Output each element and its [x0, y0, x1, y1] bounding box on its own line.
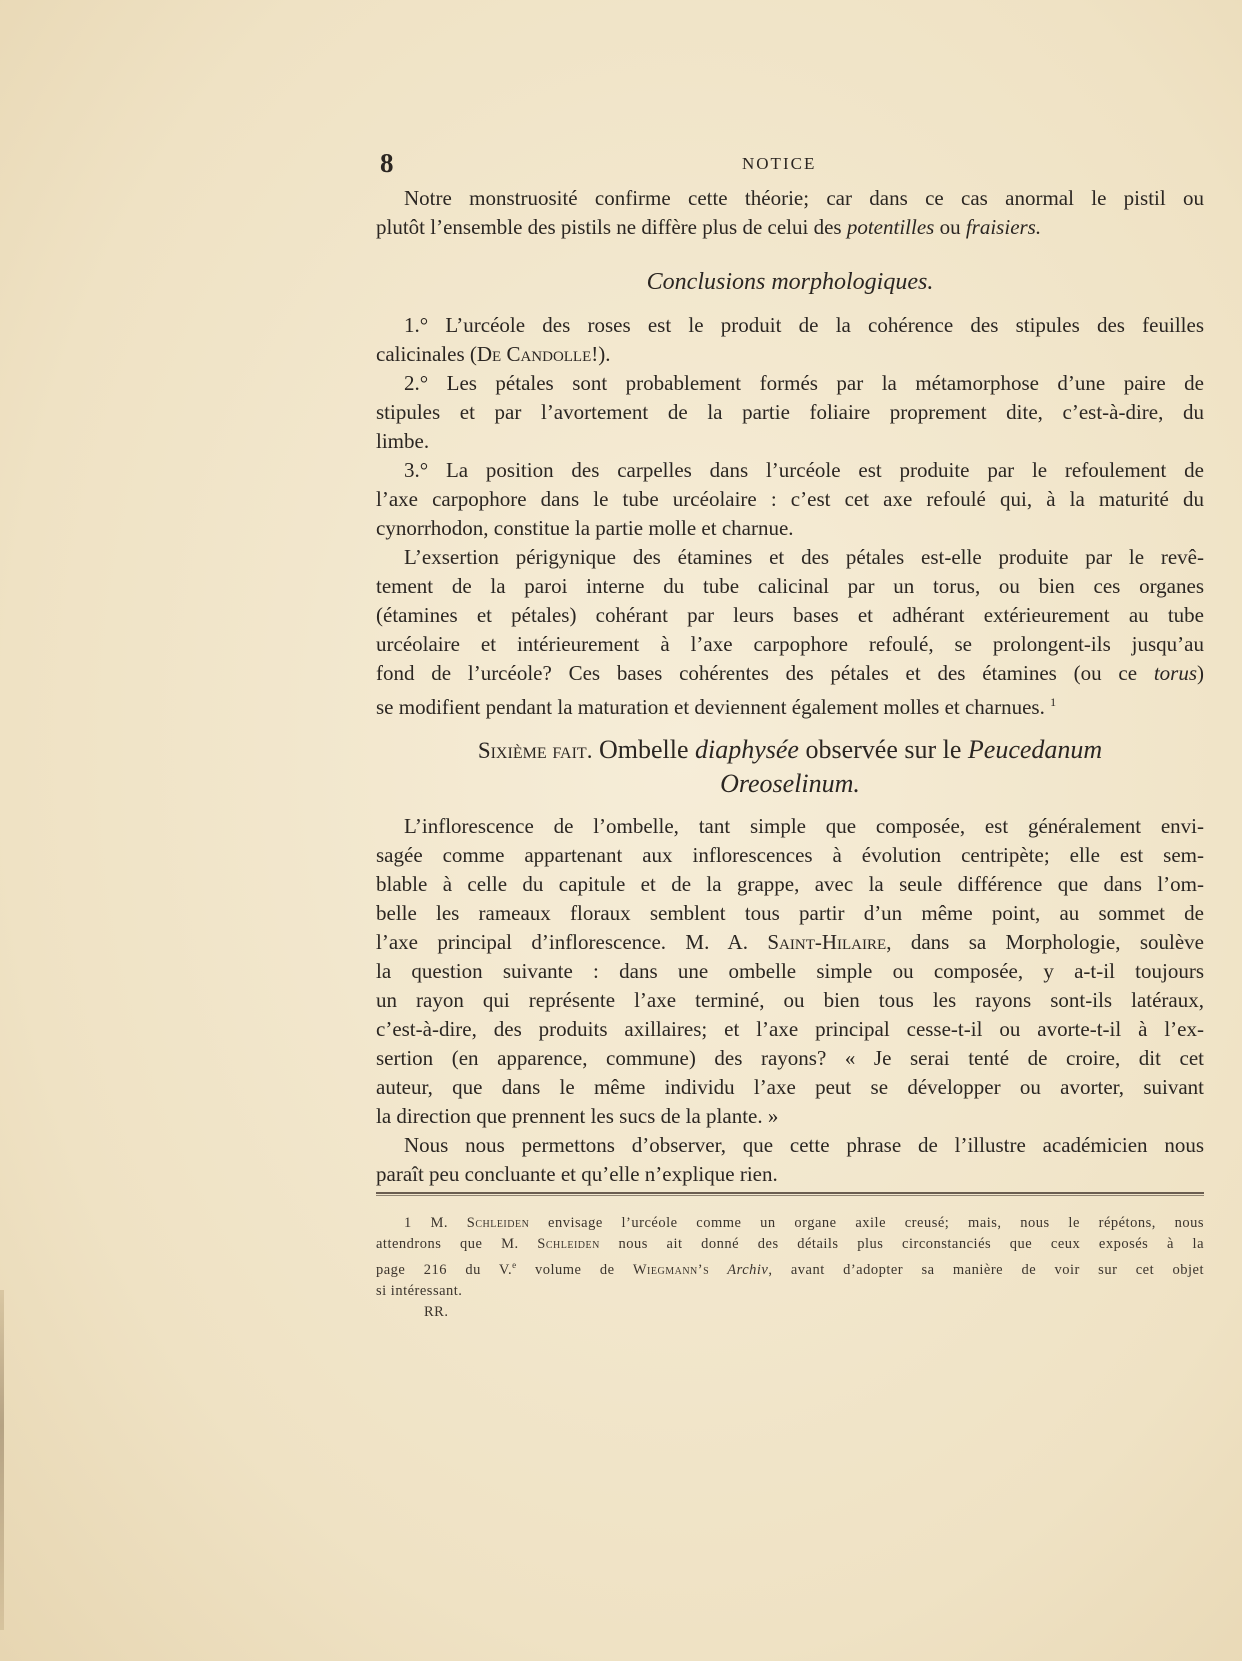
text-line: sertion (en apparence, commune) des rayons? « Je serai tenté de croire, dit cet: [376, 1046, 1204, 1070]
paragraph-exsertion-line: L’exsertion périgynique des étamines et des pétales est-elle produite par le revê-: [404, 545, 1204, 569]
page-header: [380, 148, 830, 178]
text-line: un rayon qui représente l’axe terminé, ou bien tous les rayons sont-ils latéraux,: [376, 988, 1204, 1012]
text-line: sagée comme appartenant aux inflorescences à évolution centripète; elle est sem-: [376, 843, 1204, 867]
footnote-line: si intéressant.: [376, 1282, 463, 1299]
italic-term: fraisiers.: [965, 215, 1042, 239]
text-run: envisage l’urcéole comme un organe axile creusé; mais, nous le répétons, nous: [529, 1215, 1204, 1231]
text-line: [376, 928, 1204, 957]
section-heading-sixth-fact: [376, 733, 1204, 800]
author-name: Schleiden: [537, 1236, 600, 1252]
footnote: [376, 1213, 1204, 1323]
paragraph-umbel: [376, 812, 1204, 1189]
text-run: observée sur le: [798, 735, 968, 764]
text-line: auteur, que dans le même individu l’axe peut se développer ou avorter, suivant: [376, 1075, 1204, 1099]
conclusion-3-line: 3.° La position des carpelles dans l’urcéole est produite par le refoulement de: [404, 458, 1204, 482]
running-title: NOTICE: [742, 154, 817, 173]
text-run: plutôt l’ensemble des pistils ne diffère plus de celui des: [376, 215, 847, 239]
text-run: nous ait donné des détails plus circonstanciés que ceux exposés à la: [599, 1236, 1204, 1252]
author-name: De Candolle: [476, 342, 592, 366]
text-run: , dans sa Morphologie, soulève: [886, 930, 1204, 954]
text-run: se modifient pendant la maturation et deviennent également molles et charnues.: [376, 695, 1045, 719]
conclusion-2-line: stipules et par l’avortement de la partie foliaire proprement dite, c’est-à-dire, du: [376, 400, 1204, 424]
footnote-line: [376, 1255, 1204, 1281]
author-name: Wiegmann’s: [632, 1261, 710, 1278]
text-line: la question suivante : dans une ombelle simple ou composée, y a-t-il toujours: [376, 959, 1204, 983]
conclusion-2-line: limbe.: [376, 429, 430, 453]
italic-term: Archiv: [709, 1261, 769, 1278]
text-line: Notre monstruosité confirme cette théorie; car dans ce cas anormal le pistil ou: [404, 186, 1204, 210]
paragraph-exsertion-line: [376, 659, 1204, 688]
text-run: Ombelle: [592, 735, 695, 764]
author-name: Schleiden: [466, 1215, 530, 1231]
paragraph-intro: [376, 184, 1204, 242]
text-run: volume de: [516, 1261, 633, 1278]
conclusions-list: [376, 311, 1204, 722]
page-number: 8: [380, 148, 394, 178]
footnote-divider: [376, 1192, 1204, 1194]
superscript: e: [512, 1260, 517, 1270]
text-line: L’inflorescence de l’ombelle, tant simple que composée, est généralement envi-: [404, 814, 1204, 838]
italic-term: potentilles: [846, 215, 935, 239]
text-run: 1 M.: [404, 1215, 467, 1231]
section-heading-conclusions: Conclusions morphologiques.: [646, 269, 934, 295]
paragraph-exsertion-line: tement de la paroi interne du tube calicinal par un torus, ou bien ces organes: [376, 574, 1204, 598]
text-run: calicinales (: [376, 342, 477, 366]
text-line: c’est-à-dire, des produits axillaires; et l’axe principal cesse-t-il ou avorte-t-il à l’ex-: [376, 1017, 1204, 1041]
text-line: la direction que prennent les sucs de la plante. »: [376, 1104, 779, 1128]
text-run: page 216 du V.: [376, 1261, 513, 1278]
footnote-signature: RR.: [424, 1303, 449, 1320]
conclusion-3-line: l’axe carpophore dans le tube urcéolaire : c’est cet axe refoulé qui, à la maturité du: [376, 487, 1204, 511]
author-name: Saint-Hilaire: [767, 930, 887, 954]
text-run: !).: [591, 342, 611, 366]
paragraph-exsertion-line: urcéolaire et intérieurement à l’axe carpophore refoulé, se prolongent-ils jusqu’au: [376, 632, 1204, 656]
text-run: l’axe principal d’inflorescence. M. A.: [376, 930, 768, 954]
text-line: blable à celle du capitule et de la grappe, avec la seule différence que dans l’om-: [376, 872, 1204, 896]
paragraph-exsertion-line: [376, 688, 1204, 722]
heading-line: Oreoselinum.: [720, 769, 860, 798]
heading-label: Sixième fait.: [477, 738, 593, 763]
text-run: fond de l’urcéole? Ces bases cohérentes des pétales et des étamines (ou ce: [376, 661, 1154, 685]
footnote-line: [376, 1213, 1204, 1234]
text-run: ): [1197, 661, 1204, 685]
conclusion-1-line: 1.° L’urcéole des roses est le produit de la cohérence des stipules des feuilles: [404, 313, 1204, 337]
text-run: attendrons que M.: [376, 1236, 538, 1252]
conclusion-2-line: 2.° Les pétales sont probablement formés par la métamorphose d’une paire de: [404, 371, 1204, 395]
page-edge-shadow: [0, 1290, 4, 1630]
italic-term: diaphysée: [695, 735, 799, 764]
paragraph-exsertion-line: (étamines et pétales) cohérant par leurs bases et adhérant extérieurement au tube: [376, 603, 1204, 627]
text-line: paraît peu concluante et qu’elle n’explique rien.: [376, 1162, 778, 1186]
conclusion-1-line: [376, 340, 1204, 369]
heading-line: [376, 733, 1204, 767]
text-run: ou: [934, 215, 966, 239]
conclusion-3-line: cynorrhodon, constitue la partie molle et charnue.: [376, 516, 794, 540]
footnote-line: [376, 1234, 1204, 1255]
italic-term: Peucedanum: [967, 735, 1103, 764]
italic-term: torus: [1153, 661, 1197, 685]
footnote-reference[interactable]: 1: [1050, 695, 1057, 709]
footnote-divider: [376, 1195, 1204, 1196]
text-run: , avant d’adopter sa manière de voir sur cet objet: [768, 1261, 1204, 1278]
text-line: belle les rameaux floraux semblent tous partir d’un même point, au sommet de: [376, 901, 1204, 925]
text-line: [376, 213, 1204, 242]
text-line: Nous nous permettons d’observer, que cette phrase de l’illustre académicien nous: [404, 1133, 1204, 1157]
